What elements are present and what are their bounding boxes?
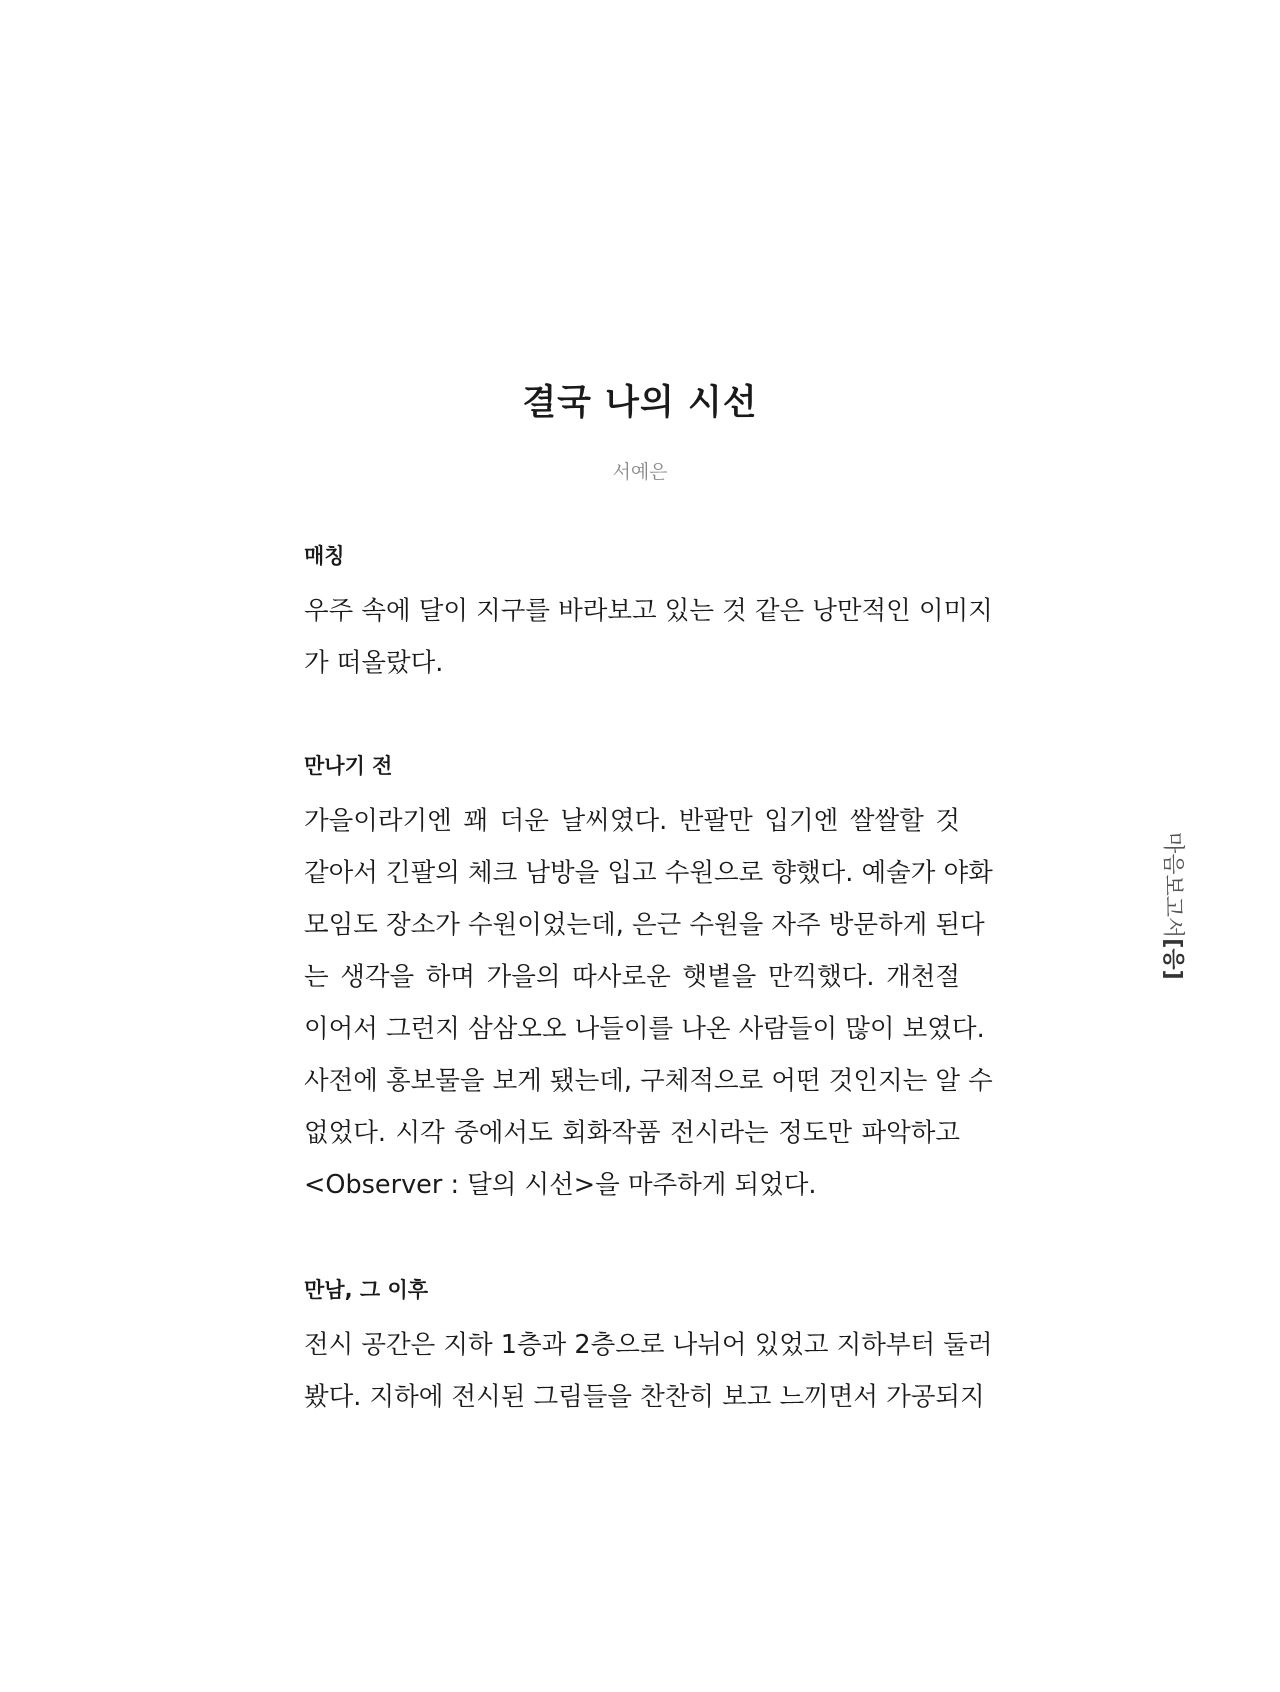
paragraph-line: 같아서 긴팔의 체크 남방을 입고 수원으로 향했다. 예술가 야화: [304, 858, 993, 888]
section-after-meeting: [304, 1275, 993, 1423]
paragraph-line: <Observer : 달의 시선>을 마주하게 되었다.: [304, 1170, 817, 1200]
article-title: 결국 나의 시선: [522, 383, 758, 423]
paragraph-line: 모임도 장소가 수원이었는데, 은근 수원을 자주 방문하게 된다: [304, 910, 985, 940]
article-author: 서예은: [612, 461, 668, 483]
paragraph-line: 봤다. 지하에 전시된 그림들을 찬찬히 보고 느끼면서 가공되지: [304, 1382, 985, 1412]
section-heading: 만나기 전: [304, 754, 393, 778]
paragraph-line: 우주 속에 달이 지구를 바라보고 있는 것 같은 낭만적인 이미지: [304, 596, 993, 626]
side-section-label: [1152, 832, 1192, 980]
side-label-text: 마음보고서: [1160, 832, 1185, 939]
section-heading: 매칭: [304, 544, 345, 568]
side-label-tag: [응]: [1160, 938, 1185, 980]
section-before-meeting: [304, 751, 993, 1211]
paragraph-line: 전시 공간은 지하 1층과 2층으로 나뉘어 있었고 지하부터 둘러: [304, 1330, 993, 1360]
paragraph-line: 사전에 홍보물을 보게 됐는데, 구체적으로 어떤 것인지는 알 수: [304, 1066, 993, 1096]
paragraph-line: 가 떠올랐다.: [304, 648, 444, 678]
paragraph-line: 없었다. 시각 중에서도 회화작품 전시라는 정도만 파악하고: [304, 1118, 960, 1148]
paragraph-line: 이어서 그런지 삼삼오오 나들이를 나온 사람들이 많이 보였다.: [304, 1014, 985, 1044]
section-matching: [304, 541, 993, 689]
paragraph-line: 는 생각을 하며 가을의 따사로운 햇볕을 만끽했다. 개천절: [304, 962, 960, 992]
paragraph-line: 가을이라기엔 꽤 더운 날씨였다. 반팔만 입기엔 쌀쌀할 것: [304, 806, 960, 836]
section-heading: 만남, 그 이후: [304, 1278, 429, 1302]
